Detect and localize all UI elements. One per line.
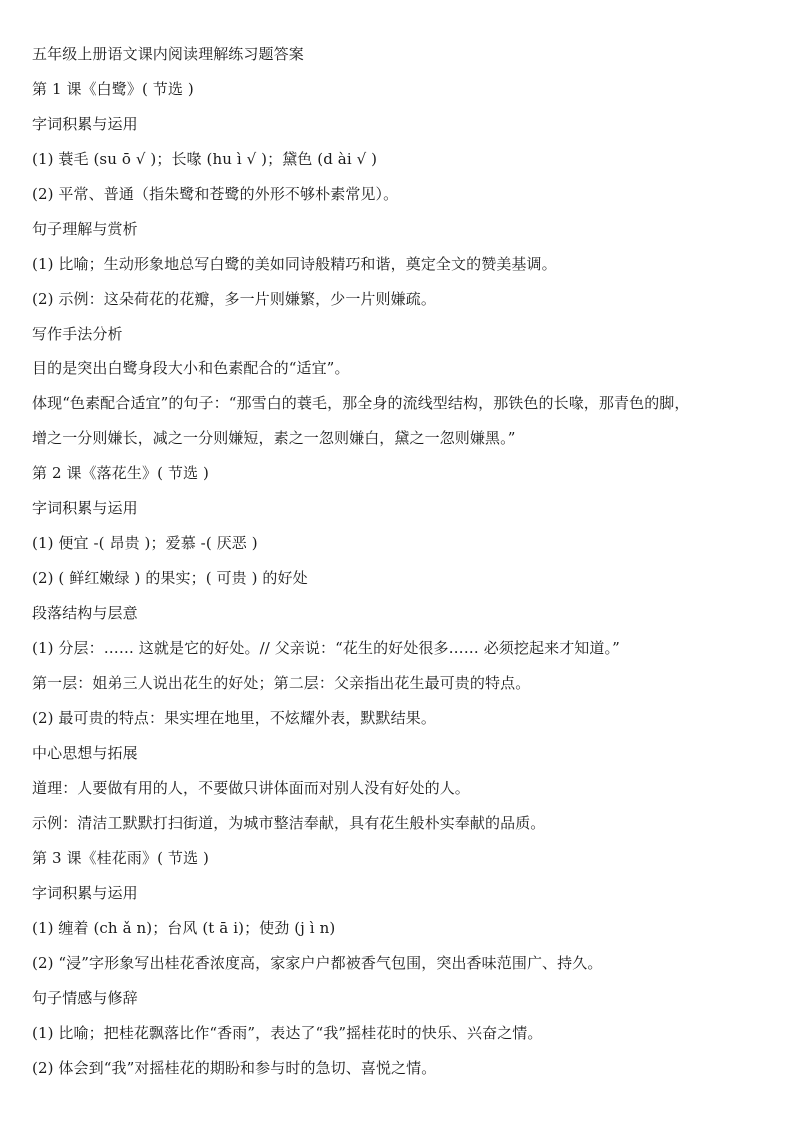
lesson-heading: 第 3 课《桂花雨》( 节选 ) <box>32 849 209 867</box>
answer-line: (2) 体会到“我”对摇桂花的期盼和参与时的急切、喜悦之情。 <box>32 1059 437 1077</box>
answer-line: (2) 示例：这朵荷花的花瓣，多一片则嫌繁，少一片则嫌疏。 <box>32 290 436 308</box>
section-heading: 句子情感与修辞 <box>32 989 138 1007</box>
answer-line: (1) 缠着 (ch ǎ n)；台风 (t ā i)；使劲 (j ì n) <box>32 919 336 937</box>
section-heading: 字词积累与运用 <box>32 884 138 902</box>
answer-line: (1) 比喻；把桂花飘落比作“香雨”，表达了“我”摇桂花时的快乐、兴奋之情。 <box>32 1024 543 1042</box>
answer-line: (2) 平常、普通（指朱鹭和苍鹭的外形不够朴素常见）。 <box>32 185 399 203</box>
section-heading: 中心思想与拓展 <box>32 744 138 762</box>
answer-line: 道理：人要做有用的人，不要做只讲体面而对别人没有好处的人。 <box>32 779 470 797</box>
answer-line: (2) 最可贵的特点：果实埋在地里，不炫耀外表，默默结果。 <box>32 709 436 727</box>
section-heading: 句子理解与赏析 <box>32 220 138 238</box>
answer-line: 目的是突出白鹭身段大小和色素配合的“适宜”。 <box>32 359 350 377</box>
answer-line: (1) 便宜 -( 昂贵 )；爱慕 -( 厌恶 ) <box>32 534 258 552</box>
document-title: 五年级上册语文课内阅读理解练习题答案 <box>32 45 304 63</box>
section-heading: 字词积累与运用 <box>32 499 138 517</box>
answer-line: 第一层：姐弟三人说出花生的好处；第二层：父亲指出花生最可贵的特点。 <box>32 674 531 692</box>
answer-line: (1) 蓑毛 (su ō √ )；长喙 (hu ì √ )；黛色 (d ài √ ) <box>32 150 378 168</box>
section-heading: 段落结构与层意 <box>32 604 138 622</box>
lesson-heading: 第 2 课《落花生》( 节选 ) <box>32 464 209 482</box>
lesson-heading: 第 1 课《白鹭》( 节选 ) <box>32 80 194 98</box>
answer-line: 增之一分则嫌长，减之一分则嫌短，素之一忽则嫌白，黛之一忽则嫌黑。” <box>32 429 516 447</box>
answer-line: 示例：清洁工默默打扫街道，为城市整洁奉献，具有花生般朴实奉献的品质。 <box>32 814 546 832</box>
answer-line: (2) ( 鲜红嫩绿 ) 的果实；( 可贵 ) 的好处 <box>32 569 308 587</box>
section-heading: 字词积累与运用 <box>32 115 138 133</box>
answer-line: 体现“色素配合适宜”的句子：“那雪白的蓑毛，那全身的流线型结构，那铁色的长喙，那青色的脚， <box>32 394 690 412</box>
answer-line: (2) “浸”字形象写出桂花香浓度高，家家户户都被香气包围，突出香味范围广、持久。 <box>32 954 603 972</box>
answer-line: (1) 分层：…… 这就是它的好处。// 父亲说：“花生的好处很多…… 必须挖起来才知道。” <box>32 639 620 657</box>
section-heading: 写作手法分析 <box>32 325 123 343</box>
answer-line: (1) 比喻；生动形象地总写白鹭的美如同诗般精巧和谐，奠定全文的赞美基调。 <box>32 255 557 273</box>
